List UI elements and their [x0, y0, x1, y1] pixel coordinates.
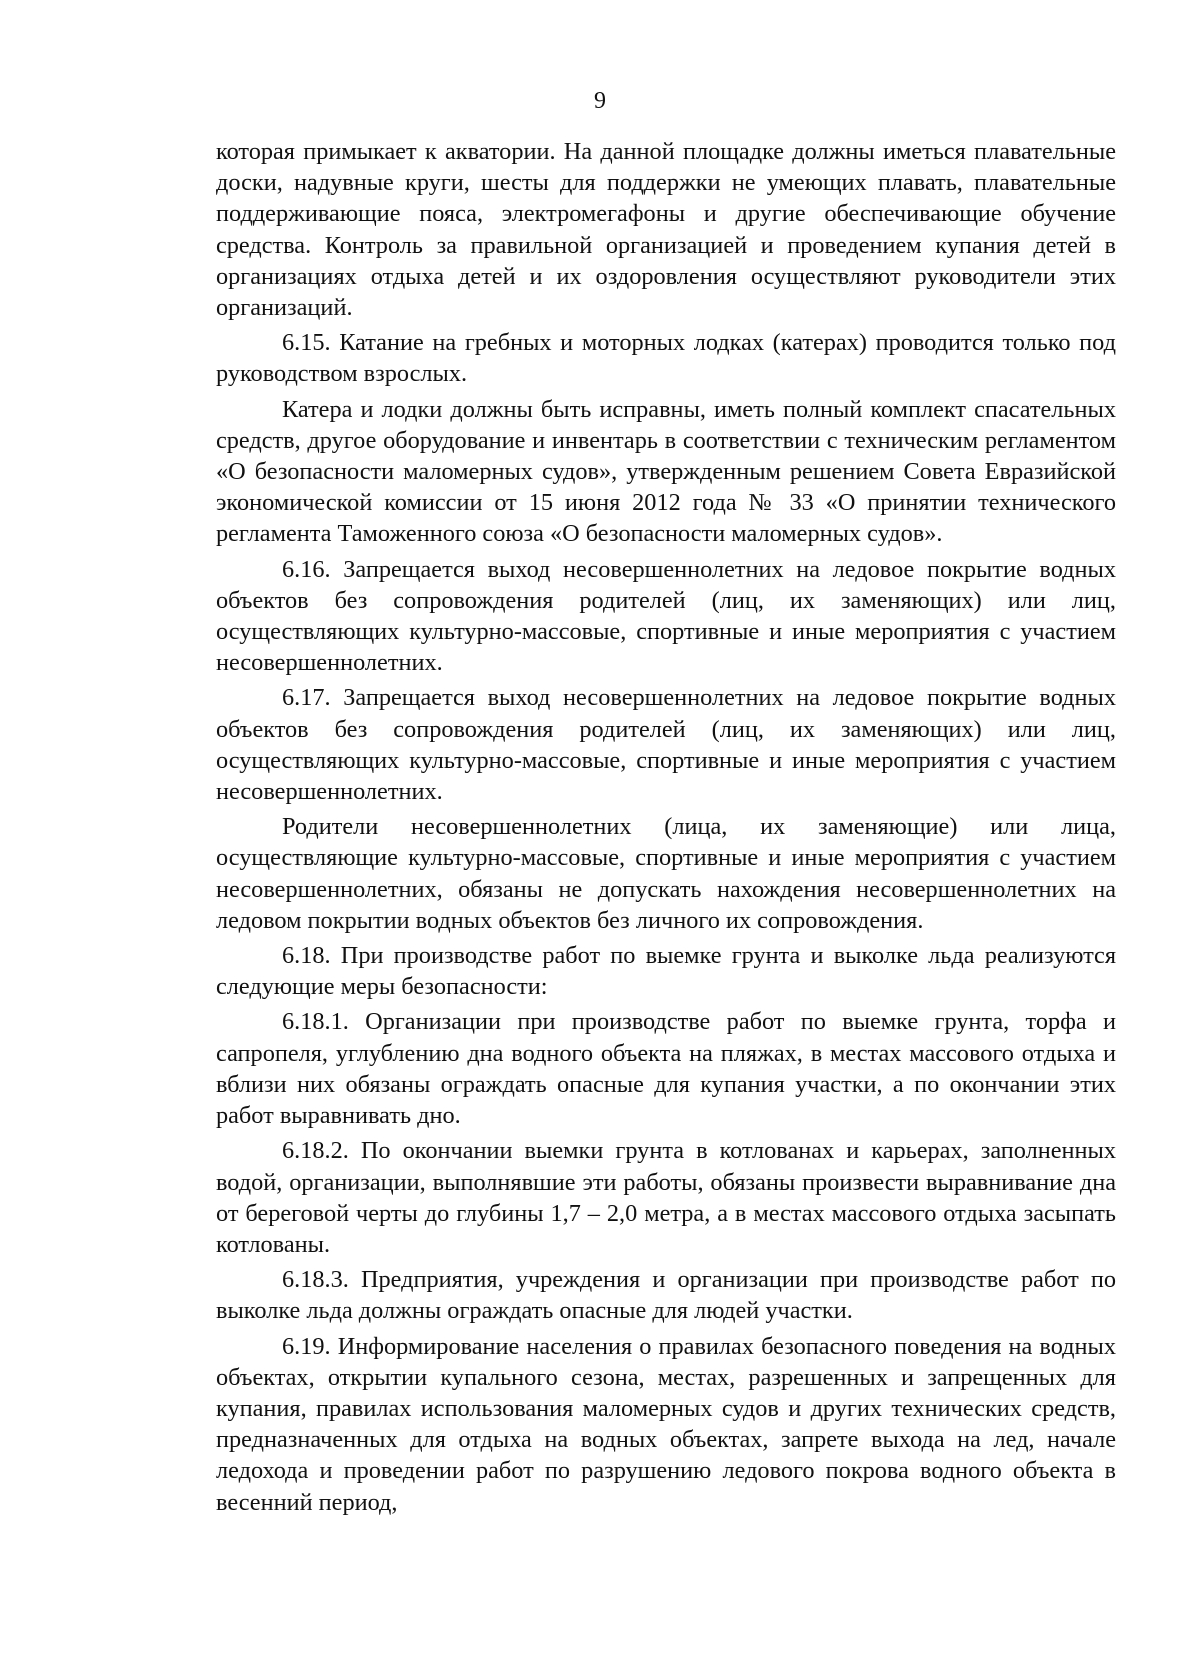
page-number: 9 — [594, 88, 606, 114]
paragraph-6-18: 6.18. При производстве работ по выемке грунта и выколке льда реализуются следующие меры безопасности: — [216, 942, 1116, 1001]
paragraph-6-18-3: 6.18.3. Предприятия, учреждения и организации при производстве работ по выколке льда должны ограждать опасные для людей участки. — [216, 1266, 1116, 1325]
paragraph-6-18-1: 6.18.1. Организации при производстве работ по выемке грунта, торфа и сапропеля, углублению дна водного объекта на пляжах, в местах массового отдыха и вблизи них обязаны ограждать опасные для купания участки, а по окончании этих работ выравнивать дно. — [216, 1008, 1116, 1130]
paragraph-6-16: 6.16. Запрещается выход несовершеннолетних на ледовое покрытие водных объектов без сопровождения родителей (лиц, их заменяющих) или лиц, осуществляющих культурно-массовые, спортивные и иные мероприятия с участием несовершеннолетних. — [216, 555, 1116, 677]
document-body — [216, 136, 1116, 1518]
paragraph-continuation: которая примыкает к акватории. На данной площадке должны иметься плавательные доски, надувные круги, шесты для поддержки не умеющих плавать, плавательные поддерживающие пояса, электромегафоны и другие обеспечивающие обучение средства. Контроль за правильной организацией и проведением купания детей в организациях отдыха детей и их оздоровления осуществляют руководители этих организаций. — [216, 138, 1116, 322]
paragraph-parents-obligations: Родители несовершеннолетних (лица, их заменяющие) или лица, осуществляющие культурно-массовые, спортивные и иные мероприятия с участием несовершеннолетних, обязаны не допускать нахождения несовершеннолетних на ледовом покрытии водных объектов без личного их сопровождения. — [216, 813, 1116, 934]
paragraph-6-15: 6.15. Катание на гребных и моторных лодках (катерах) проводится только под руководством взрослых. — [216, 329, 1116, 388]
paragraph-6-18-2: 6.18.2. По окончании выемки грунта в котлованах и карьерах, заполненных водой, организации, выполнявшие эти работы, обязаны произвести выравнивание дна от береговой черты до глубины 1,7 – 2,0 метра, а в местах массового отдыха засыпать котлованы. — [216, 1137, 1116, 1258]
paragraph-6-17: 6.17. Запрещается выход несовершеннолетних на ледовое покрытие водных объектов без сопровождения родителей (лиц, их заменяющих) или лиц, осуществляющих культурно-массовые, спортивные и иные мероприятия с участием несовершеннолетних. — [216, 684, 1116, 806]
paragraph-6-19: 6.19. Информирование населения о правилах безопасного поведения на водных объектах, открытии купального сезона, местах, разрешенных и запрещенных для купания, правилах использования маломерных судов и других технических средств, предназначенных для отдыха на водных объектах, запрете выхода на лед, начале ледохода и проведении работ по разрушению ледового покрова водного объекта в весенний период, — [216, 1332, 1116, 1516]
paragraph-boats-requirements: Катера и лодки должны быть исправны, иметь полный комплект спасательных средств, другое оборудование и инвентарь в соответствии с техническим регламентом «О безопасности маломерных судов», утвержденным решением Совета Евразийской экономической комиссии от 15 июня 2012 года № 33 «О принятии технического регламента Таможенного союза «О безопасности маломерных судов». — [216, 395, 1116, 548]
